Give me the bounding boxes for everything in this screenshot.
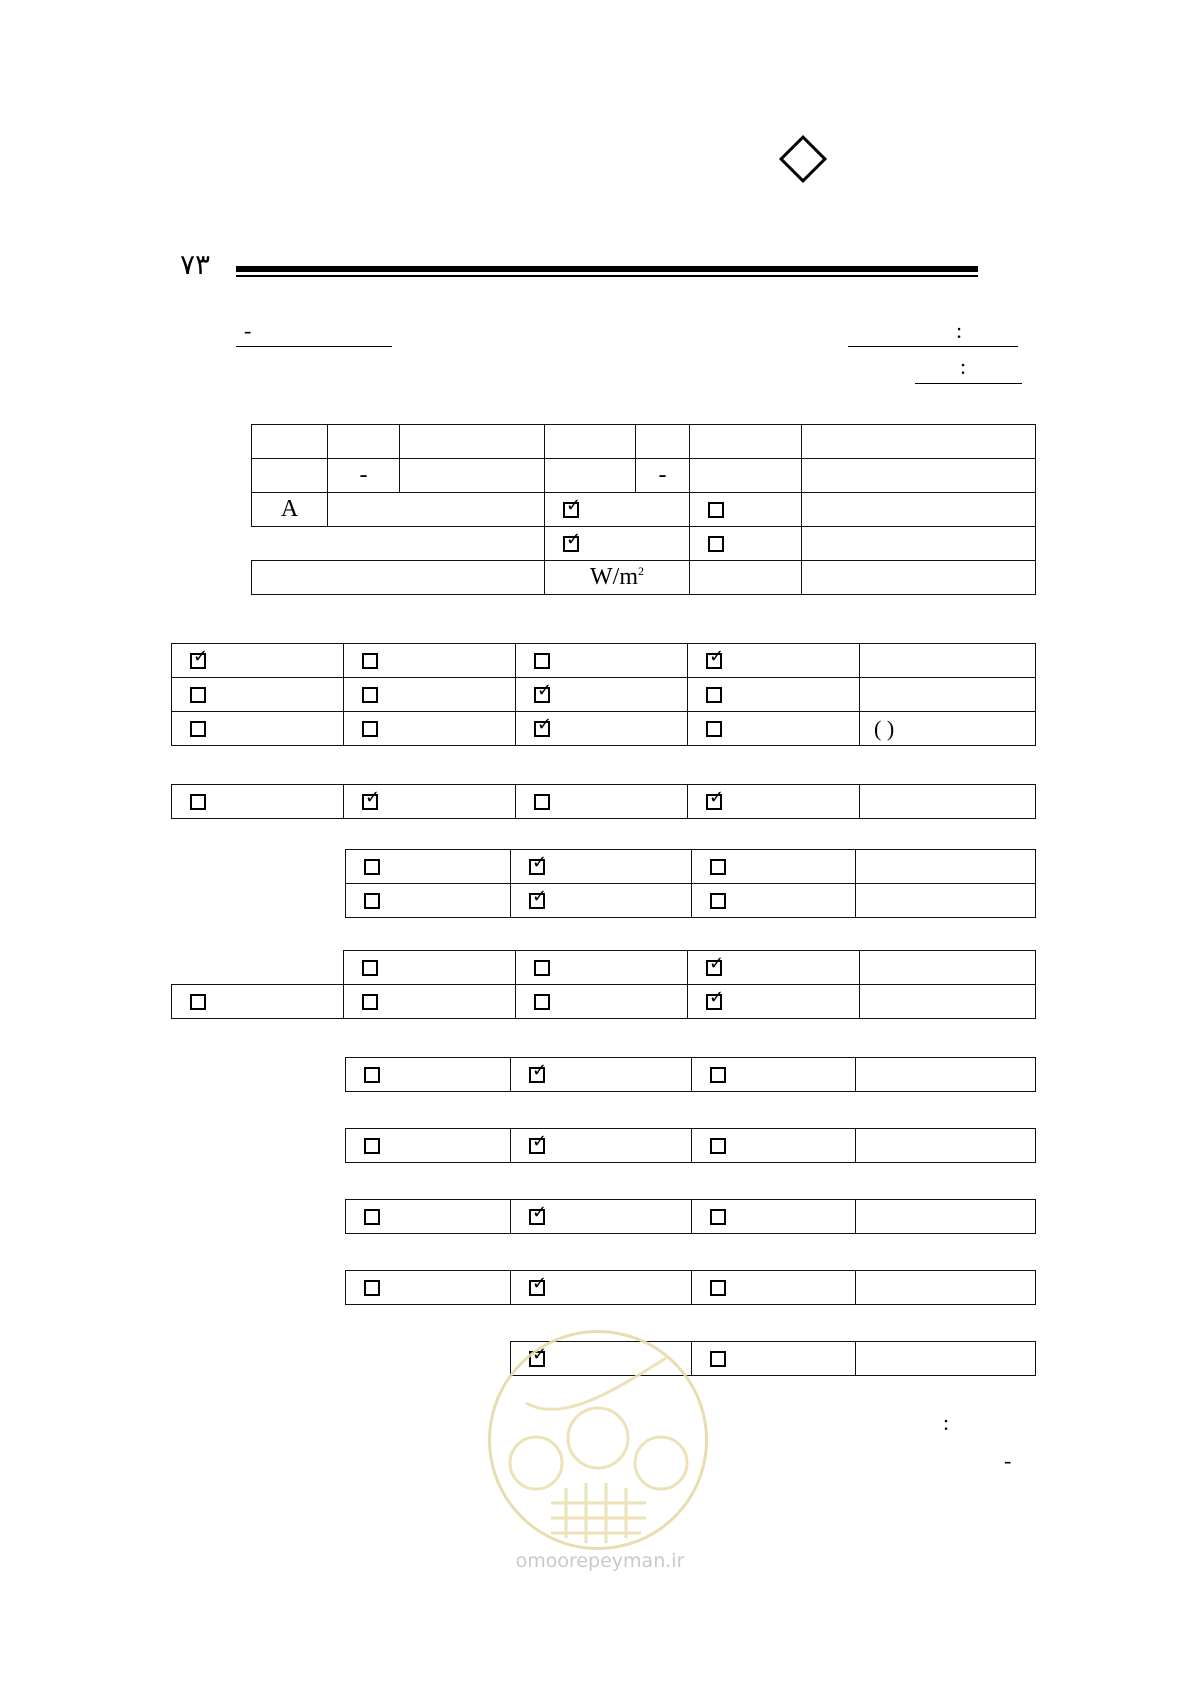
checkbox[interactable] (529, 893, 545, 909)
header-field-right-2 (915, 383, 1022, 384)
watermark-url: omoorepeyman.ir (515, 1550, 685, 1572)
checkbox[interactable] (710, 1209, 726, 1225)
checkbox[interactable] (364, 1138, 380, 1154)
checkbox[interactable] (563, 502, 579, 518)
table-row (346, 1129, 1036, 1163)
checkbox[interactable] (190, 653, 206, 669)
checkbox[interactable] (529, 1209, 545, 1225)
checkbox[interactable] (563, 536, 579, 552)
checkbox[interactable] (362, 687, 378, 703)
header-field-left (236, 346, 392, 347)
row-label: ( ) (874, 715, 895, 741)
range-dash: - (658, 462, 667, 488)
table-row (172, 712, 1036, 746)
table-row (252, 561, 1036, 595)
table-row (172, 951, 1036, 985)
checkbox[interactable] (364, 1209, 380, 1225)
page-number: ۷۳ (180, 250, 211, 281)
checkbox[interactable] (364, 859, 380, 875)
header-field-right-1 (848, 346, 1018, 347)
checkbox[interactable] (362, 794, 378, 810)
table-row (172, 785, 1036, 819)
table-row (252, 425, 1036, 459)
checkbox[interactable] (706, 653, 722, 669)
checkbox[interactable] (710, 859, 726, 875)
checkbox[interactable] (706, 994, 722, 1010)
table-general-info (251, 424, 1036, 595)
table-row (252, 493, 1036, 527)
diamond-icon (779, 135, 827, 183)
table-options-2 (171, 784, 1036, 819)
table-row (346, 1271, 1036, 1305)
table-options-8 (345, 1270, 1036, 1305)
table-options-7 (345, 1199, 1036, 1234)
table-row (346, 1200, 1036, 1234)
table-options-5 (345, 1057, 1036, 1092)
checkbox[interactable] (534, 960, 550, 976)
checkbox[interactable] (362, 994, 378, 1010)
checkbox[interactable] (706, 721, 722, 737)
watermark-seal (488, 1330, 708, 1550)
table-options-1 (171, 643, 1036, 746)
footer-colon: : (943, 1410, 950, 1435)
table-options-4 (171, 950, 1036, 1019)
checkbox[interactable] (364, 1067, 380, 1083)
footer-dash: - (1004, 1448, 1012, 1473)
table-row (252, 459, 1036, 493)
checkbox[interactable] (706, 687, 722, 703)
checkbox[interactable] (534, 794, 550, 810)
watermark-graphic (491, 1333, 705, 1547)
checkbox[interactable] (534, 687, 550, 703)
checkbox[interactable] (362, 721, 378, 737)
table-row (346, 884, 1036, 918)
class-label: A (280, 496, 299, 522)
checkbox[interactable] (529, 1067, 545, 1083)
unit-label: $W/m^2$ (590, 564, 644, 590)
checkbox[interactable] (529, 859, 545, 875)
checkbox[interactable] (708, 502, 724, 518)
table-options-3 (345, 849, 1036, 918)
checkbox[interactable] (529, 1280, 545, 1296)
checkbox[interactable] (706, 794, 722, 810)
table-row (172, 985, 1036, 1019)
table-row (172, 678, 1036, 712)
table-row (346, 1058, 1036, 1092)
checkbox[interactable] (534, 653, 550, 669)
header-dash: - (244, 318, 252, 343)
checkbox[interactable] (190, 794, 206, 810)
header-colon-1: : (956, 318, 963, 343)
checkbox[interactable] (190, 994, 206, 1010)
checkbox[interactable] (534, 994, 550, 1010)
header-rule-thick (236, 266, 978, 272)
checkbox[interactable] (362, 960, 378, 976)
range-dash: - (359, 462, 368, 488)
header-rule-thin (236, 275, 978, 277)
checkbox[interactable] (708, 536, 724, 552)
table-options-6 (345, 1128, 1036, 1163)
header-colon-2: : (960, 354, 967, 379)
checkbox[interactable] (190, 721, 206, 737)
checkbox[interactable] (710, 893, 726, 909)
table-row (172, 644, 1036, 678)
checkbox[interactable] (534, 721, 550, 737)
table-row (346, 850, 1036, 884)
checkbox[interactable] (710, 1351, 726, 1367)
checkbox[interactable] (362, 653, 378, 669)
checkbox[interactable] (364, 1280, 380, 1296)
checkbox[interactable] (706, 960, 722, 976)
table-row (252, 527, 1036, 561)
checkbox[interactable] (710, 1067, 726, 1083)
checkbox[interactable] (710, 1280, 726, 1296)
checkbox[interactable] (529, 1138, 545, 1154)
checkbox[interactable] (190, 687, 206, 703)
checkbox[interactable] (364, 893, 380, 909)
checkbox[interactable] (710, 1138, 726, 1154)
